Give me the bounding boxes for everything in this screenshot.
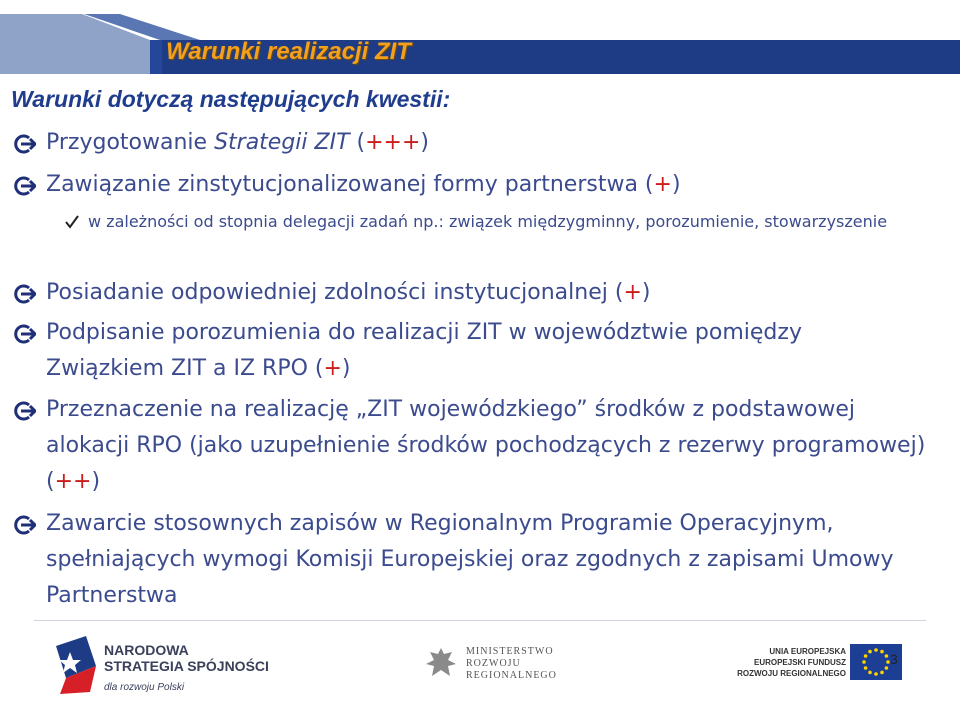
list-item [14,125,944,161]
arrow-circle-icon [14,134,36,154]
list-item-text: Przeznaczenie na realizację „ZIT wojewódzkiego” środków z podstawowej alokacji RPO (jako uzupełnienie środków pochodzących z rezerwy programowej) (++) [46,397,926,494]
nss-logo-text: NARODOWA STRATEGIA SPÓJNOŚCI [104,642,269,674]
section-heading: Warunki dotyczą następujących kwestii: [11,86,451,112]
ministry-logo-text: MINISTERSTWO ROZWOJU REGIONALNEGO [466,646,557,681]
sub-list-item-text: w zależności od stopnia delegacji zadań np.: związek międzygminny, porozumienie, stowarzyszenie [88,212,888,231]
list-item-text: Podpisanie porozumienia do realizacji ZIT w województwie pomiędzy Związkiem ZIT a IZ RPO (+) [46,320,802,381]
slide-header [0,0,960,74]
footer [0,622,960,702]
list-item-text: Posiadanie odpowiedniej zdolności instytucjonalnej (+) [46,280,651,305]
list-item [14,506,944,614]
list-item-text: Przygotowanie Strategii ZIT (+++) [46,130,430,155]
list-item [14,275,944,311]
page-number: 3 [890,651,898,667]
nss-logo [56,632,269,698]
slide-title: Warunki realizacji ZIT [166,38,411,65]
arrow-circle-icon [14,401,36,421]
eu-logo-text: UNIA EUROPEJSKA EUROPEJSKI FUNDUSZ ROZWOJU REGIONALNEGO [737,647,846,678]
check-icon [64,214,80,230]
header-band-graphic [0,0,960,74]
list-item-text: Zawarcie stosownych zapisów w Regionalnym Programie Operacyjnym, spełniających wymogi Komisji Europejskiej oraz zgodnych z zapisami Umowy Partnerstwa [46,511,894,608]
nss-logo-tagline: dla rozwoju Polski [104,682,185,693]
arrow-circle-icon [14,176,36,196]
list-item [14,167,944,203]
eagle-emblem-icon [424,644,458,684]
arrow-circle-icon [14,324,36,344]
ministry-logo [424,642,564,692]
list-item [14,315,874,387]
arrow-circle-icon [14,515,36,535]
list-item [14,392,944,500]
nss-star-icon [56,636,100,696]
eu-logo [737,644,908,694]
footer-divider [34,620,926,621]
arrow-circle-icon [14,284,36,304]
list-item-text: Zawiązanie zinstytucjonalizowanej formy partnerstwa (+) [46,172,681,197]
sub-list-item [64,208,914,236]
